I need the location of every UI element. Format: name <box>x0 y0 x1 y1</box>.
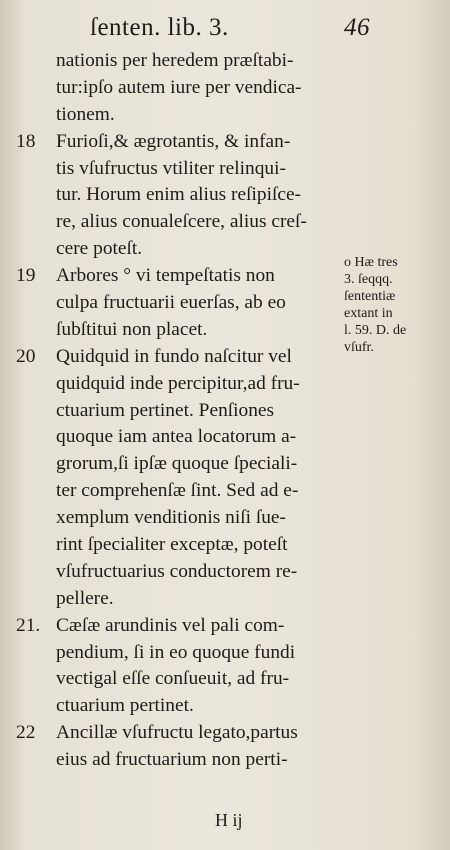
text-line <box>16 532 332 559</box>
margin-note-line: l. 59. D. de <box>344 323 407 338</box>
paragraph-number: 21. <box>16 614 41 636</box>
line-text: pendium, ſi in eo quoque fundi <box>56 641 296 663</box>
margin-note-line: 3. ſeqqq. <box>344 272 393 287</box>
line-text: tionem. <box>56 103 115 125</box>
line-text: pellere. <box>56 587 114 609</box>
paragraph-number: 20 <box>16 345 36 367</box>
text-line <box>16 640 332 667</box>
text-line <box>16 559 332 586</box>
text-line <box>16 75 332 102</box>
page-number: 46 <box>344 14 370 41</box>
margin-note-line: extant in <box>344 306 393 321</box>
text-line <box>16 747 332 774</box>
line-text: vectigal eſſe conſueuit, ad fru- <box>56 668 290 690</box>
text-line <box>16 424 332 451</box>
text-line <box>16 478 332 505</box>
line-text: nationis per heredem præſtabi- <box>56 50 294 71</box>
text-line <box>16 344 332 371</box>
text-line <box>16 317 332 344</box>
text-line <box>16 398 332 425</box>
line-text: quidquid inde percipitur,ad fru- <box>56 372 300 394</box>
line-text: culpa fructuarii euerſas, ab eo <box>56 292 286 314</box>
text-line <box>16 290 332 317</box>
paragraph-number: 22 <box>16 722 36 744</box>
line-text: Ancillæ vſufructu legato,partus <box>56 722 298 744</box>
line-text: re, alius conualeſcere, alius creſ- <box>56 211 307 233</box>
line-text: Arbores ° vi tempeſtatis non <box>56 265 275 287</box>
margin-note <box>344 254 448 356</box>
body-text <box>16 48 332 774</box>
line-text: ter comprehenſæ ſint. Sed ad e- <box>56 480 299 502</box>
text-line <box>16 263 332 290</box>
text-line <box>16 371 332 398</box>
text-line <box>16 156 332 183</box>
page-header <box>90 14 370 50</box>
text-line <box>16 693 332 720</box>
line-text: grorum,ſi ipſæ quoque ſpeciali- <box>56 453 298 475</box>
margin-note-line: vſufr. <box>344 340 374 355</box>
running-title: ſenten. lib. 3. <box>90 14 229 41</box>
line-text: Cæſæ arundinis vel pali com- <box>56 614 285 636</box>
text-line <box>16 182 332 209</box>
text-line <box>16 613 332 640</box>
line-text: ctuarium pertinet. Penſiones <box>56 399 275 421</box>
text-line <box>16 48 332 75</box>
margin-note-line: o Hæ tres <box>344 255 398 270</box>
text-line <box>16 102 332 129</box>
line-text: Quidquid in fundo naſcitur vel <box>56 345 292 367</box>
text-line <box>16 666 332 693</box>
paragraph-number: 18 <box>16 130 36 152</box>
line-text: tis vſufructus vtiliter relinqui- <box>56 157 286 179</box>
text-line <box>16 209 332 236</box>
line-text: Furioſi,& ægrotantis, & infan- <box>56 130 291 152</box>
line-text: tur. Horum enim alius reſipiſce- <box>56 184 302 206</box>
text-line <box>16 129 332 156</box>
line-text: rint ſpecialiter exceptæ, poteſt <box>56 534 288 556</box>
line-text: ſubſtitui non placet. <box>56 318 208 340</box>
text-line <box>16 236 332 263</box>
line-text: tur:ipſo autem iure per vendica- <box>56 76 302 98</box>
text-line <box>16 451 332 478</box>
line-text: cere poteſt. <box>56 238 143 260</box>
line-text: quoque iam antea locatorum a- <box>56 426 297 448</box>
line-text: vſufructuarius conductorem re- <box>56 560 298 582</box>
signature-mark: H ij <box>215 810 243 830</box>
line-text: eius ad fructuarium non perti- <box>56 749 288 771</box>
paragraph-number: 19 <box>16 265 36 287</box>
margin-note-line: ſententiæ <box>344 289 396 304</box>
text-line <box>16 586 332 613</box>
line-text: xemplum venditionis niſi ſue- <box>56 507 286 529</box>
text-line <box>16 505 332 532</box>
text-line <box>16 720 332 747</box>
line-text: ctuarium pertinet. <box>56 695 194 717</box>
